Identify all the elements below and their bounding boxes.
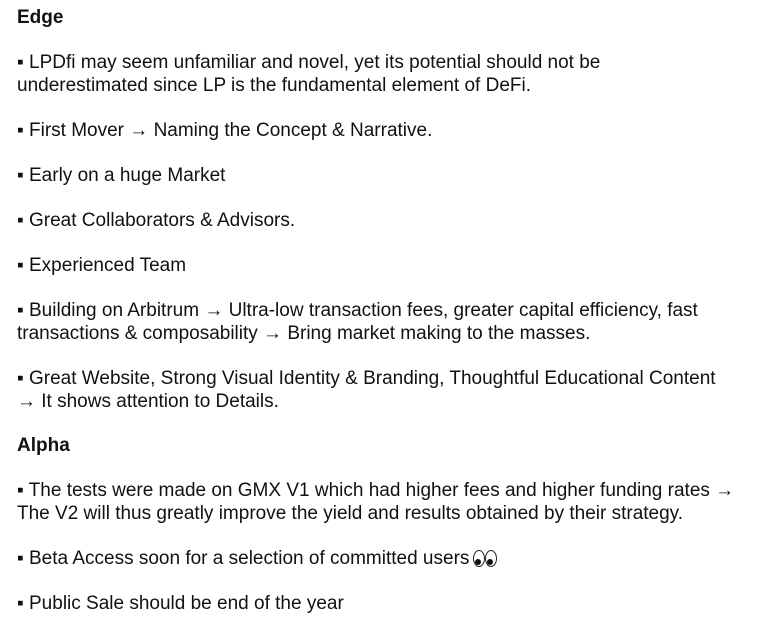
section-heading-alpha: Alpha (17, 435, 70, 456)
edge-item-team: ▪ Experienced Team (17, 255, 187, 276)
section-heading-edge: Edge (17, 7, 64, 28)
alpha-item-gmx-tests: ▪ The tests were made on GMX V1 which had higher fees and higher funding rates → The V2 will thus greatly improve the yield and results obtained by their strategy. (17, 480, 735, 524)
edge-item-first-mover: ▪ First Mover → Naming the Concept & Narrative. (17, 120, 433, 141)
alpha-item-beta-access-text: ▪ Beta Access soon for a selection of committed users (17, 548, 470, 569)
alpha-item-public-sale: ▪ Public Sale should be end of the year (17, 593, 344, 614)
alpha-item-beta-access (17, 547, 767, 570)
edge-item-arbitrum: ▪ Building on Arbitrum → Ultra-low transaction fees, greater capital efficiency, fast transactions & composability → Bring market making to the masses. (17, 300, 698, 344)
eyes-emoji-icon (473, 549, 497, 567)
edge-item-lpdfi: ▪ LPDfi may seem unfamiliar and novel, yet its potential should not be underestimated since LP is the fundamental element of DeFi. (17, 52, 601, 96)
edge-item-website: ▪ Great Website, Strong Visual Identity & Branding, Thoughtful Educational Content → It shows attention to Details. (17, 368, 716, 412)
edge-item-early-market: ▪ Early on a huge Market (17, 165, 226, 186)
edge-item-collaborators: ▪ Great Collaborators & Advisors. (17, 210, 296, 231)
